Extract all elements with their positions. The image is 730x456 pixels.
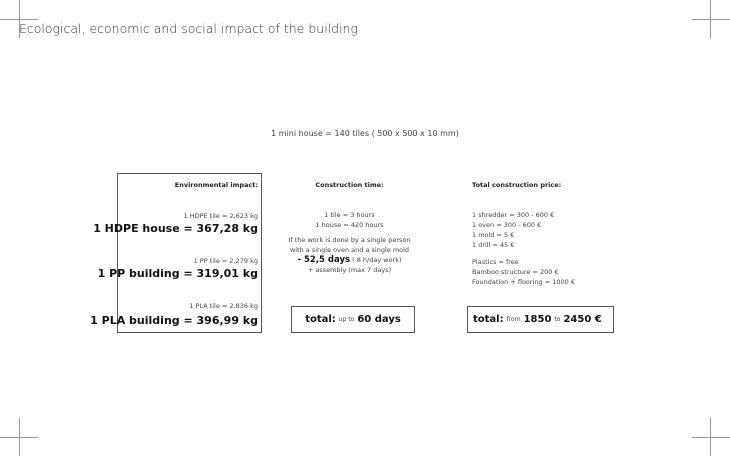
- price-total-from: from: [506, 316, 521, 323]
- bamboo-price: Bamboo structure = 200 €: [472, 268, 559, 276]
- single-oven-note: with a single oven and a single mold: [289, 246, 410, 254]
- construction-time-details: [287, 210, 412, 275]
- construction-total-box: [291, 306, 415, 333]
- construction-total-value: 60 days: [357, 314, 401, 325]
- mold-price: 1 mold = 5 €: [472, 231, 515, 239]
- house-hours: 1 house = 420 hours: [315, 221, 384, 229]
- pla-tile-weight: 1 PLA tile = 2,836 kg: [189, 302, 258, 310]
- days-line: [287, 255, 412, 265]
- foundation-price: Foundation + flooring = 1000 €: [472, 278, 575, 286]
- pp-building-weight: 1 PP building = 319,01 kg: [97, 267, 258, 280]
- price-heading: Total construction price:: [472, 181, 562, 189]
- days-note: ( 8 h/day work): [350, 256, 402, 264]
- construction-time-heading: Construction time:: [315, 181, 384, 189]
- price-total-box: [467, 306, 614, 333]
- single-person-note: If the work is done by a single person: [288, 236, 411, 244]
- crop-mark: [692, 437, 730, 438]
- crop-mark: [710, 418, 711, 456]
- tile-hours: 1 tile = 3 hours: [324, 211, 375, 219]
- price-total-label: total:: [473, 314, 504, 325]
- construction-total-label: total:: [305, 314, 336, 325]
- tile-count-subtitle: 1 mini house = 140 tiles ( 500 x 500 x 10 mm): [271, 129, 459, 138]
- construction-total-prefix: up to: [338, 316, 355, 323]
- crop-mark: [710, 0, 711, 38]
- oven-price: 1 oven = 300 - 600 €: [472, 221, 542, 229]
- crop-mark: [692, 19, 730, 20]
- days-value: - 52,5 days: [297, 255, 351, 265]
- hdpe-tile-weight: 1 HDPE tile = 2,623 kg: [183, 212, 258, 220]
- crop-mark: [19, 418, 20, 456]
- shredder-price: 1 shredder = 300 - 600 €: [472, 211, 555, 219]
- price-total-high: 2450 €: [563, 314, 602, 325]
- pp-tile-weight: 1 PP tile = 2,279 kg: [193, 257, 258, 265]
- assembly-note: + assembly (max 7 days): [307, 266, 392, 274]
- price-details: [472, 210, 575, 287]
- environmental-heading: Environmental impact:: [174, 181, 258, 189]
- page-title: Ecological, economic and social impact of the building: [19, 21, 358, 36]
- drill-price: 1 drill = 45 €: [472, 241, 515, 249]
- pla-building-weight: 1 PLA building = 396,99 kg: [90, 314, 258, 327]
- price-total-to: to: [554, 316, 561, 323]
- plastics-price: Plastics = free: [472, 258, 519, 266]
- hdpe-house-weight: 1 HDPE house = 367,28 kg: [93, 222, 258, 235]
- price-total-low: 1850: [523, 314, 552, 325]
